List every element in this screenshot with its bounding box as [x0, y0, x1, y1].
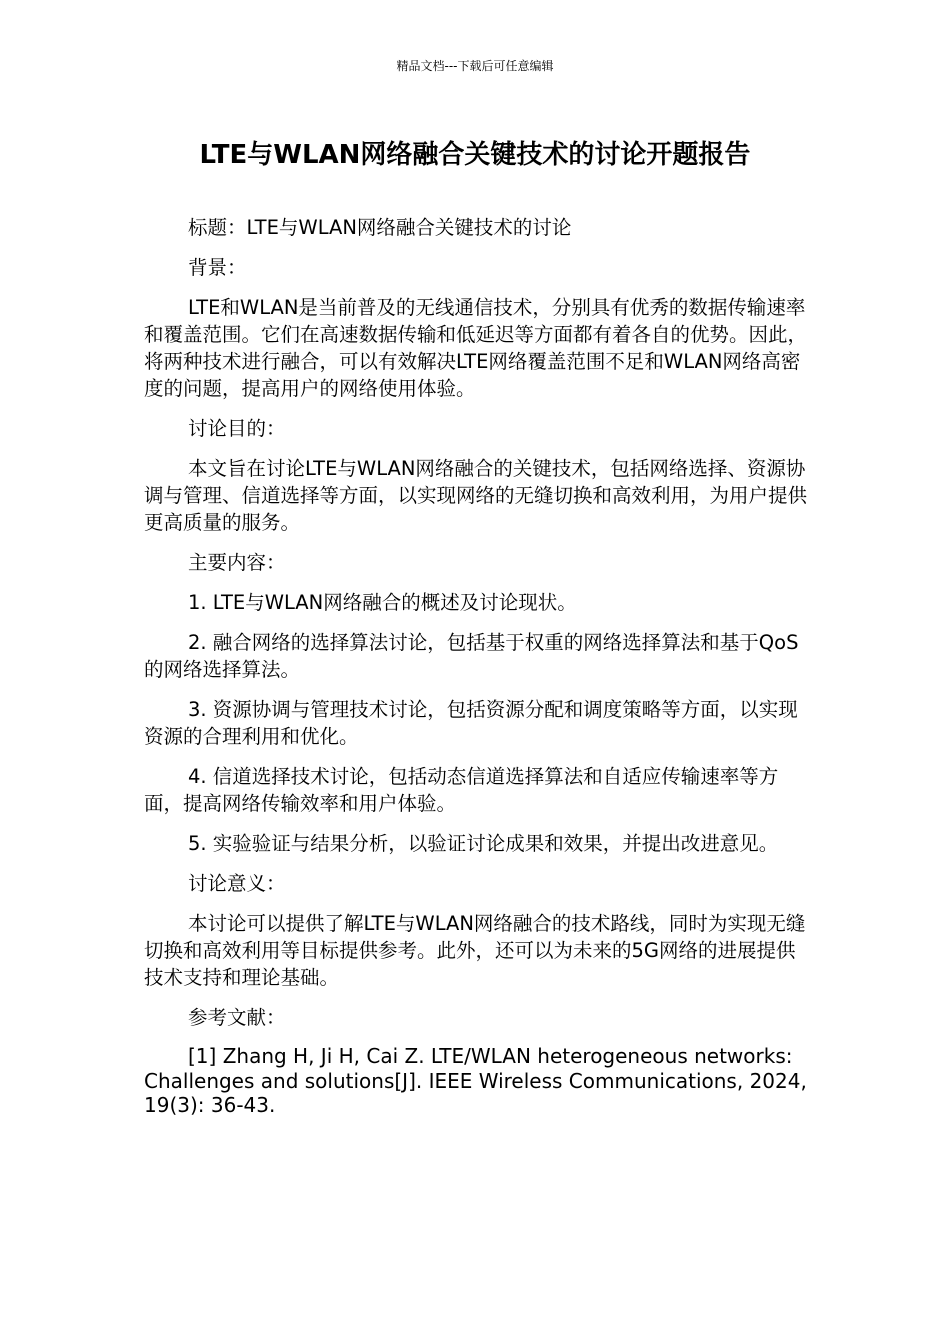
- list-item-5: 5. 实验验证与结果分析，以验证讨论成果和效果，并提出改进意见。: [188, 832, 779, 855]
- heading-purpose: 讨论目的：: [188, 417, 286, 440]
- reference-1: [1] Zhang H, Ji H, Cai Z. LTE/WLAN heterogeneous networks: Challenges and solutions[J]. IEEE Wireless Communications, 2024, 19(3): 36-43.: [144, 1044, 807, 1117]
- header-note: 精品文档---下载后可任意编辑: [396, 59, 554, 73]
- list-item-1: 1. LTE与WLAN网络融合的概述及讨论现状。: [188, 591, 577, 614]
- list-item-3: 3. 资源协调与管理技术讨论，包括资源分配和调度策略等方面，以实现资源的合理利用和优化。: [144, 698, 798, 748]
- list-item-4: 4. 信道选择技术讨论，包括动态信道选择算法和自适应传输速率等方面，提高网络传输效率和用户体验。: [144, 765, 779, 815]
- paragraph-title-line: 标题：LTE与WLAN网络融合关键技术的讨论: [188, 216, 572, 239]
- heading-significance: 讨论意义：: [188, 872, 286, 895]
- heading-main-content: 主要内容：: [188, 551, 286, 574]
- paragraph-purpose: 本文旨在讨论LTE与WLAN网络融合的关键技术，包括网络选择、资源协调与管理、信道选择等方面，以实现网络的无缝切换和高效利用，为用户提供更高质量的服务。: [144, 457, 808, 534]
- paragraph-significance: 本讨论可以提供了解LTE与WLAN网络融合的技术路线，同时为实现无缝切换和高效利用等目标提供参考。此外，还可以为未来的5G网络的进展提供技术支持和理论基础。: [144, 912, 806, 989]
- paragraph-background: LTE和WLAN是当前普及的无线通信技术，分别具有优秀的数据传输速率和覆盖范围。它们在高速数据传输和低延迟等方面都有着各自的优势。因此，将两种技术进行融合，可以有效解决LTE网络覆盖范围不足和WLAN网络高密度的问题，提高用户的网络使用体验。: [144, 296, 808, 400]
- heading-background: 背景：: [188, 256, 247, 279]
- document-body: [144, 214, 807, 1131]
- heading-references: 参考文献：: [188, 1006, 286, 1029]
- document-title: LTE与WLAN网络融合关键技术的讨论开题报告: [199, 140, 751, 170]
- list-item-2: 2. 融合网络的选择算法讨论，包括基于权重的网络选择算法和基于QoS的网络选择算法。: [144, 631, 799, 681]
